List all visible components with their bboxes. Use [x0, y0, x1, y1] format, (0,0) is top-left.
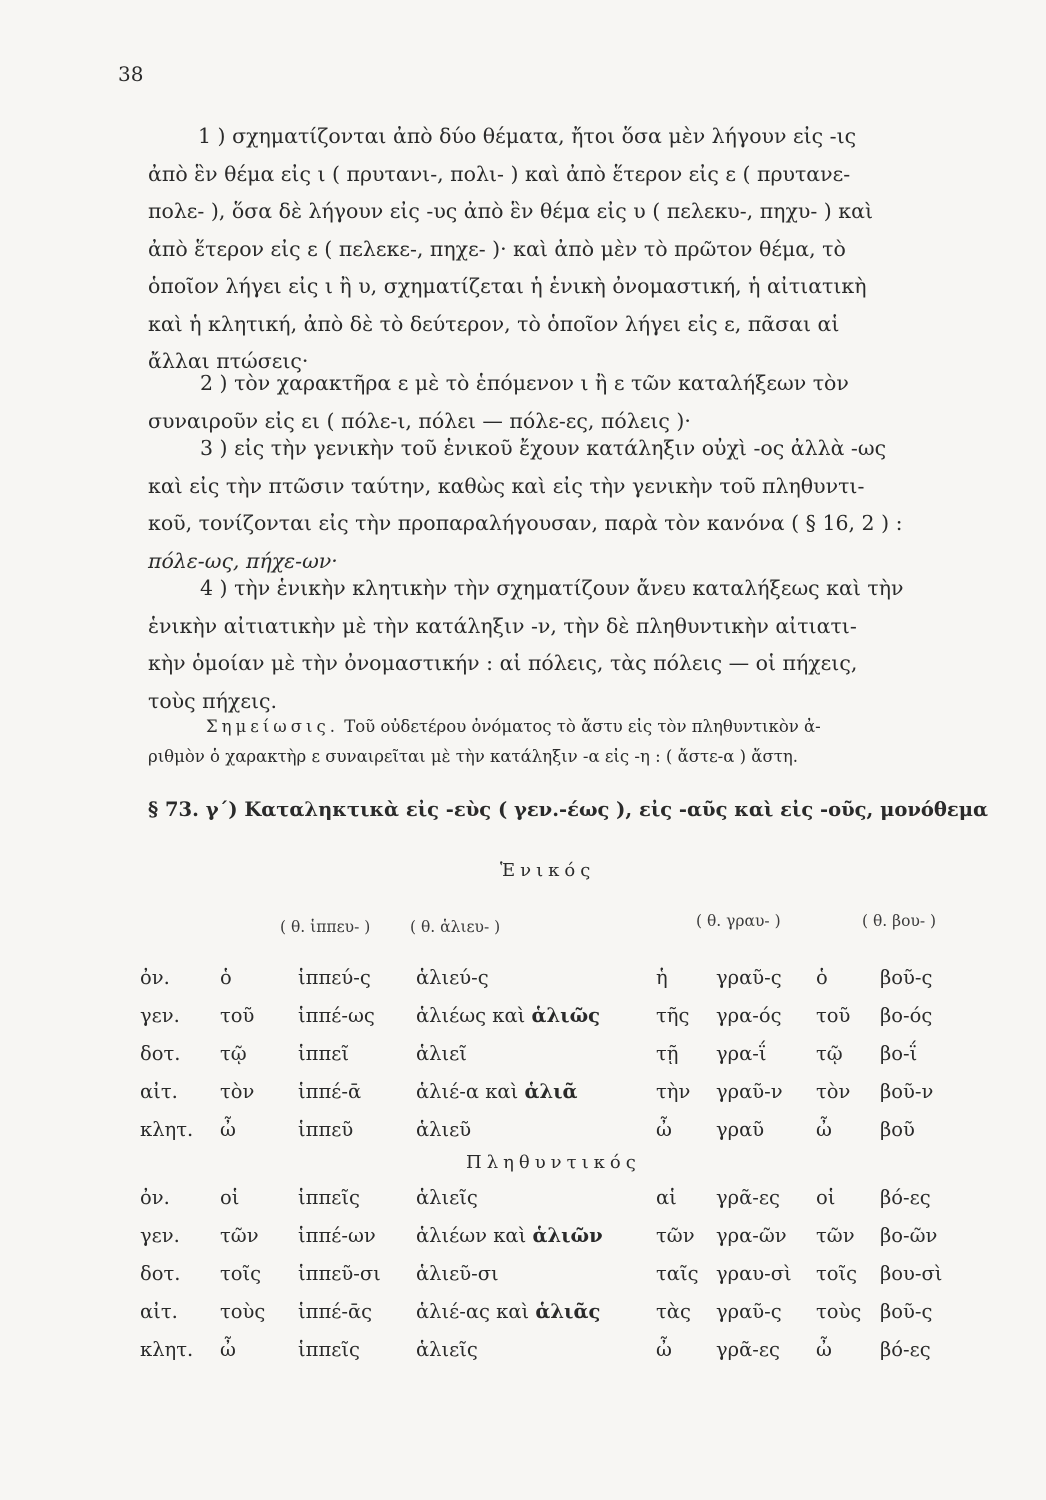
cell-w2: ἁλιεῖς [416, 1337, 478, 1361]
paragraph-rule-3 [148, 430, 980, 580]
text-line: ἄλλαι πτώσεις· [148, 349, 309, 373]
cell-w1: ἱππέ-ᾱ [298, 1079, 362, 1103]
cell-w2: ἁλιεῖ [416, 1041, 467, 1065]
cell-w3: γραῦ-ς [716, 1299, 782, 1323]
cell-w4: βο-ΐ [880, 1041, 918, 1065]
cell-w2: ἁλιεύ-ς [416, 965, 489, 989]
cell-w3: γραῦ-ν [716, 1079, 783, 1103]
cell-art1: τοῦ [220, 1003, 255, 1027]
cell-w2: ἁλιεῖς [416, 1185, 478, 1209]
cell-art3: τοῦ [816, 1003, 851, 1027]
cell-art2: τὴν [656, 1079, 691, 1103]
text-line: 3 ) εἰς τὴν γενικὴν τοῦ ἑνικοῦ ἔχουν κατάληξιν οὐχὶ -ος ἀλλὰ -ως [200, 436, 887, 460]
cell-w2: ἁλιεῦ [416, 1117, 472, 1141]
cell-w2: ἁλιέ-ας καὶ ἁλιᾶς [416, 1299, 601, 1323]
cell-w4: βοῦ-ν [880, 1079, 934, 1103]
text-line: ὁποῖον λήγει εἰς ι ἢ υ, σχηματίζεται ἡ ἑνικὴ ὀνομαστική, ἡ αἰτιατικὴ [148, 274, 867, 298]
cell-w3: γρα-ός [716, 1003, 782, 1027]
table-row [140, 996, 960, 1034]
cell-art2: αἱ [656, 1185, 677, 1209]
cell-case: αἰτ. [140, 1079, 178, 1103]
paragraph-rule-1 [148, 118, 980, 381]
cell-art2: ὦ [656, 1117, 672, 1141]
cell-w3: γραῦ [716, 1117, 765, 1141]
stem-label: ( θ. γραυ- ) [696, 912, 781, 930]
cell-w1: ἱππεῦ-σι [298, 1261, 381, 1285]
cell-art3: ὁ [816, 965, 828, 989]
table-row [140, 1216, 960, 1254]
table-row [140, 1178, 960, 1216]
cell-w4: βου-σὶ [880, 1261, 943, 1285]
table-row [140, 1110, 960, 1148]
cell-art1: ὦ [220, 1117, 236, 1141]
cell-w4: βοῦ-ς [880, 1299, 933, 1323]
cell-art2: ταῖς [656, 1261, 699, 1285]
cell-w1: ἱππεῖ [298, 1041, 350, 1065]
cell-art1: τὸν [220, 1079, 255, 1103]
cell-w1: ἱππέ-ων [298, 1223, 376, 1247]
cell-art1: τῷ [220, 1041, 247, 1065]
cell-case: κλητ. [140, 1117, 194, 1141]
cell-art3: οἱ [816, 1185, 836, 1209]
cell-art1: οἱ [220, 1185, 240, 1209]
cell-w4: βοῦ-ς [880, 965, 933, 989]
cell-art1: τοῖς [220, 1261, 262, 1285]
cell-case: δοτ. [140, 1261, 181, 1285]
cell-w3: γρᾶ-ες [716, 1337, 780, 1361]
cell-w2: ἁλιέως καὶ ἁλιῶς [416, 1003, 601, 1027]
paragraph-rule-4 [148, 570, 980, 720]
cell-case: γεν. [140, 1223, 180, 1247]
note [148, 712, 980, 772]
table-row [140, 1072, 960, 1110]
cell-case: ὀν. [140, 1185, 170, 1209]
cell-art2: τῶν [656, 1223, 695, 1247]
cell-art1: ὦ [220, 1337, 236, 1361]
stem-label: ( θ. ἁλιευ- ) [410, 918, 501, 936]
cell-w1: ἱππεῖς [298, 1337, 360, 1361]
table-row [140, 1330, 960, 1368]
singular-title: Ἑνικός [500, 860, 596, 881]
text-line: τοὺς πήχεις. [148, 688, 277, 713]
text-line: ἀπὸ ἕτερον εἰς ε ( πελεκε-, πηχε- )· καὶ ἀπὸ μὲν τὸ πρῶτον θέμα, τὸ [148, 236, 846, 261]
cell-w1: ἱππεῖς [298, 1185, 360, 1209]
cell-art2: τῆς [656, 1003, 690, 1027]
text-line: 2 ) τὸν χαρακτῆρα ε μὲ τὸ ἑπόμενον ι ἢ ε τῶν καταλήξεων τὸν [200, 371, 849, 395]
cell-w3: γραῦ-ς [716, 965, 782, 989]
cell-art2: τὰς [656, 1299, 691, 1323]
text-line: κὴν ὁμοίαν μὲ τὴν ὀνομαστικήν : αἱ πόλεις, τὰς πόλεις — οἱ πήχεις, [148, 651, 858, 675]
cell-w3: γραυ-σὶ [716, 1261, 792, 1285]
plural-title: Πληθυντικός [466, 1152, 641, 1173]
text-line: ἑνικὴν αἰτιατικὴν μὲ τὴν κατάληξιν -ν, τὴν δὲ πληθυντικὴν αἰτιατι- [148, 613, 857, 638]
cell-art3: τοῖς [816, 1261, 858, 1285]
cell-art2: τῇ [656, 1041, 679, 1065]
cell-art3: τῷ [816, 1041, 843, 1065]
cell-w2: ἁλιέων καὶ ἁλιῶν [416, 1223, 603, 1247]
text-line: 1 ) σχηματίζονται ἀπὸ δύο θέματα, ἤτοι ὅσα μὲν λήγουν εἰς -ις [198, 124, 857, 148]
cell-w4: βό-ες [880, 1337, 931, 1361]
table-row [140, 1292, 960, 1330]
plural-table [140, 1178, 960, 1368]
cell-w1: ἱππεῦ [298, 1117, 354, 1141]
cell-art1: τῶν [220, 1223, 259, 1247]
cell-art3: ὦ [816, 1337, 832, 1361]
cell-case: ὀν. [140, 965, 170, 989]
cell-w3: γρα-ΐ [716, 1041, 767, 1065]
cell-w1: ἱππεύ-ς [298, 965, 371, 989]
text-line: καὶ εἰς τὴν πτῶσιν ταύτην, καθὼς καὶ εἰς τὴν γενικὴν τοῦ πληθυντι- [148, 473, 865, 498]
cell-w4: βο-ός [880, 1003, 933, 1027]
cell-case: δοτ. [140, 1041, 181, 1065]
cell-w1: ἱππέ-ᾱς [298, 1299, 373, 1323]
cell-w3: γρᾶ-ες [716, 1185, 780, 1209]
paragraph-rule-2 [148, 365, 980, 440]
table-row [140, 958, 960, 996]
cell-w4: βό-ες [880, 1185, 931, 1209]
cell-w2: ἁλιέ-α καὶ ἁλιᾶ [416, 1079, 578, 1103]
cell-w4: βο-ῶν [880, 1223, 938, 1247]
cell-art1: ὁ [220, 965, 232, 989]
table-row [140, 1254, 960, 1292]
cell-w1: ἱππέ-ως [298, 1003, 375, 1027]
cell-art3: ὦ [816, 1117, 832, 1141]
text-line: κοῦ, τονίζονται εἰς τὴν προπαραλήγουσαν, παρὰ τὸν κανόνα ( § 16, 2 ) : [148, 511, 903, 535]
table-row [140, 1034, 960, 1072]
cell-case: αἰτ. [140, 1299, 178, 1323]
section-heading: § 73. γ΄) Καταληκτικὰ εἰς -εὺς ( γεν.-έως ), εἰς -αῦς καὶ εἰς -οῦς, μονόθεμα [148, 798, 989, 821]
cell-art1: τοὺς [220, 1299, 266, 1323]
note-label: Σημείωσις. [206, 717, 339, 736]
text-line: πολε- ), ὅσα δὲ λήγουν εἰς -υς ἀπὸ ἓν θέμα εἰς υ ( πελεκυ-, πηχυ- ) καὶ [148, 199, 873, 223]
cell-case: γεν. [140, 1003, 180, 1027]
cell-art2: ἡ [656, 965, 668, 989]
singular-table [140, 958, 960, 1148]
cell-art2: ὦ [656, 1337, 672, 1361]
cell-art3: τοὺς [816, 1299, 862, 1323]
cell-art3: τὸν [816, 1079, 851, 1103]
stem-label: ( θ. βου- ) [862, 912, 937, 930]
cell-art3: τῶν [816, 1223, 855, 1247]
text-line: ἀπὸ ἓν θέμα εἰς ι ( πρυτανι-, πολι- ) καὶ ἀπὸ ἕτερον εἰς ε ( πρυτανε- [148, 161, 851, 186]
text-line: πόλε-ως, πήχε-ων· [148, 548, 338, 573]
text-line: καὶ ἡ κλητική, ἀπὸ δὲ τὸ δεύτερον, τὸ ὁποῖον λήγει εἰς ε, πᾶσαι αἱ [148, 311, 840, 336]
cell-w4: βοῦ [880, 1117, 915, 1141]
cell-w3: γρα-ῶν [716, 1223, 787, 1247]
stem-label: ( θ. ἱππευ- ) [280, 918, 371, 936]
text-line: συναιροῦν εἰς ει ( πόλε-ι, πόλει — πόλε-ες, πόλεις )· [148, 408, 691, 433]
page-number: 38 [118, 62, 144, 86]
note-text: ριθμὸν ὁ χαρακτὴρ ε συναιρεῖται μὲ τὴν κατάληξιν -α εἰς -η : ( ἄστε-α ) ἄστη. [148, 747, 798, 766]
cell-w2: ἁλιεῦ-σι [416, 1261, 499, 1285]
note-text: Τοῦ οὐδετέρου ὀνόματος τὸ ἄστυ εἰς τὸν πληθυντικὸν ἀ- [344, 717, 821, 736]
text-line: 4 ) τὴν ἑνικὴν κλητικὴν τὴν σχηματίζουν ἄνευ καταλήξεως καὶ τὴν [200, 576, 904, 600]
cell-case: κλητ. [140, 1337, 194, 1361]
